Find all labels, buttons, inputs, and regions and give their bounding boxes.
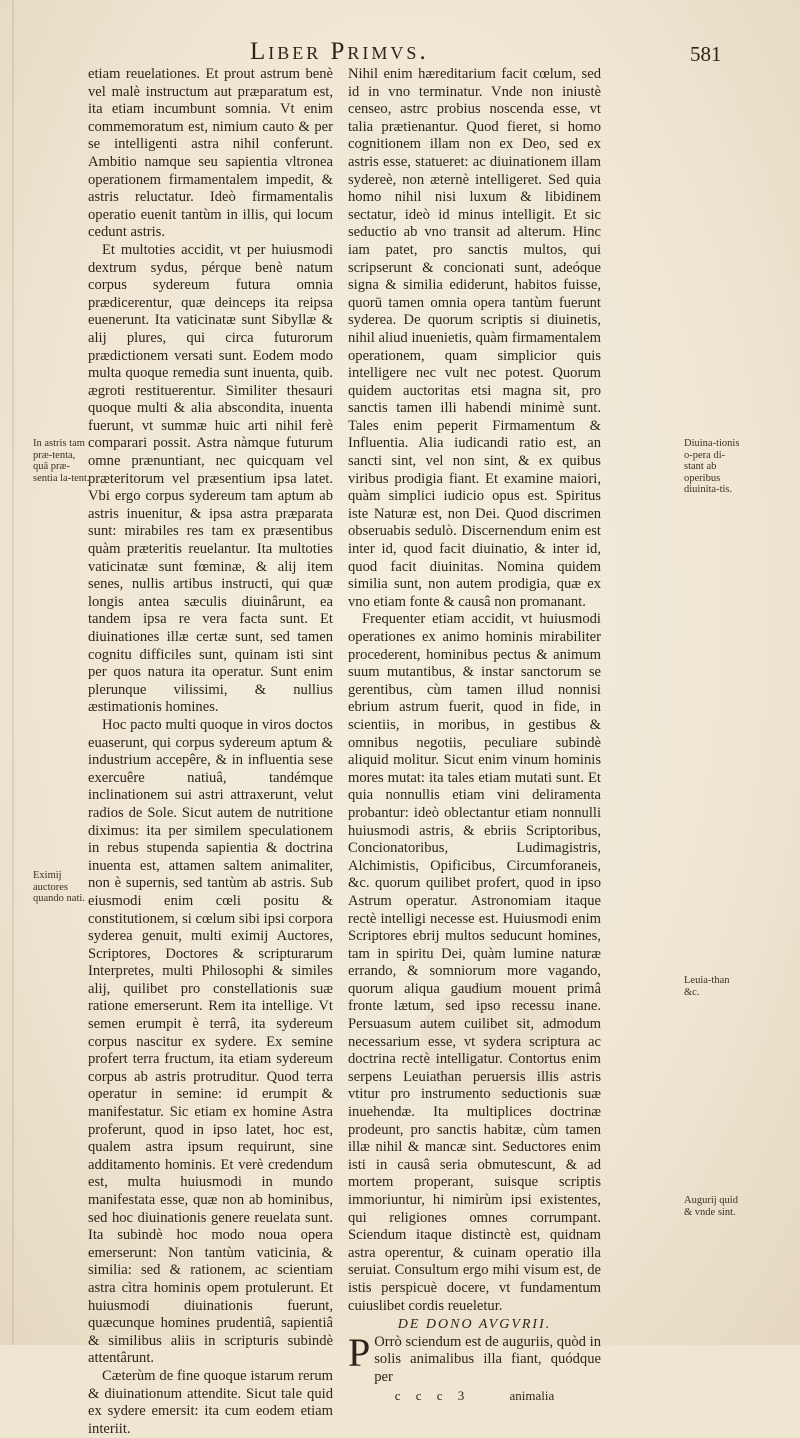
catchword: animalia: [509, 1387, 555, 1403]
paragraph: Cæterùm de fine quoque istarum rerum & diuinationum attendite. Sicut tale quid ex sydere emersit: ita cum eodem etiam interiit.: [88, 1367, 333, 1437]
margin-note-right: Augurij quid & vnde sint.: [684, 1195, 738, 1218]
page-edge-shadow: [12, 0, 14, 1345]
drop-cap: P: [348, 1329, 371, 1375]
margin-note-left: Eximij auctores quando nati.: [33, 870, 85, 904]
page-number: 581: [690, 42, 722, 66]
right-column: [348, 66, 601, 1404]
paragraph: Frequenter etiam accidit, vt huiusmodi operationes ex animo hominis mirabiliter procederent, hominibus pectus & animum suum mutantibus, & instar sanctorum se gerentibus, cùm tamen illud nonnisi ebrium astrum fuerit, quod in fide, in scientiis, in moribus, in gestibus & omnibus negotiis, peculiare subindè aliquid molitur. Sicut enim vinum hominis mores mutat: ita tales etiam mutati sunt. Et quia nonnullis etiam vini deliramenta probantur: ideò oblectantur etiam nonnulli huiusmodi astris, & ebriis Scriptoribus, Concionatoribus, Ludimagistris, Alchimistis, Opificibus, Circumforaneis, &c. quorum quilibet profert, quod in ipso Astrum operatur. Astronomiam itaque rectè intelligi necesse est. Huiusmodi enim Scriptores ebrij multos seducunt homines, tam in spiritu Dei, quàm lumine naturæ errando, & somniorum more vagando, quorum aliqua gaudium mouent primâ fronte lætum, sed ipso recessu inane. Persuasum autem cuilibet sit, admodum necessarium esse, vt sydera scriptura ac doctrina rectè intelligatur. Contortus enim serpens Leuiathan peruersis illis astris vtitur pro instrumento seductionis suæ inuehendæ. Ita multiplices doctrinæ prodeunt, pro sanctis habitæ, cùm tamen illæ nihil & mancæ sint. Seductores enim isti in causâ seria obmutescunt, & ad mortem properant, suisque scriptis immoriuntur, hi nimirùm ipsi existentes, qui religiones omnes corrumpant. Sciendum itaque distinctè est, quidnam astra operentur, & cuinam operatio illa seruiat. Consultum ergo mihi visum est, de istis perspicuè docere, vt fundamentum cuiuslibet cordis reueletur.: [348, 611, 601, 1314]
section-heading: DE DONO AVGVRII.: [397, 1317, 552, 1333]
margin-note-right: Diuina-tionis o-pera di-stant ab operibus diuinita-tis.: [684, 438, 740, 495]
paragraph-text: Orrò sciendum est de auguriis, quòd in solis animalibus illa fiant, quódque per: [374, 1333, 601, 1385]
left-column: [88, 66, 333, 1438]
margin-note-right: Leuia-than &c.: [684, 975, 730, 998]
signature-mark: [348, 1387, 601, 1405]
page-header: [0, 38, 800, 68]
margin-note-left: In astris tam præ-tenta, quā præ-sentia la-tent.: [33, 438, 90, 484]
paragraph: etiam reuelationes. Et prout astrum benè vel malè instructum aut præparatum est, ita etiam incumbunt somnia. Vt enim commemoratum est, nimium cauto & per se intelligenti astra nihil conferunt. Ambitio namque seu sapientia vltronea operationem firmamentalem impedit, & astris reluctatur. Ideò firmamentalis operatio euenit tantùm in illis, qui locum cedunt astris.: [88, 66, 333, 241]
paragraph: Et multoties accidit, vt per huiusmodi dextrum sydus, pérque benè natum corpus sydereum futura omnia prædicerentur, quæ deinceps ita reipsa euenerunt. Ita vaticinatæ sunt Sibyllæ & alij plures, qui circa futurorum prædictionem versati sunt. Eodem modo multa quoque remedia sunt inuenta, quib. ægroti restituerentur. Similiter thesauri quoque multi & alia abscondita, inuenta fuerunt, vt summæ huic arti nihil ferè comparari possit. Astra nàmque futurum omne prænuntiant, nec quicquam vel præteritorum vel præsentium ipsa latet. Vbi ergo corpus sydereum tam aptum ab astris inuenitur, & ipsa astra præparata sunt: mirabiles res tam ex præsentibus quàm præteritis reuelantur. Ita multoties vaticinatæ sunt fœminæ, & alij item senes, nullis artibus instructi, qui quæ longis antea sæculis diuinârunt, ea tandem ipsa re vera facta sunt. Et diuinationes illæ certæ sunt, sed tamen cognitu difficiles sunt, quinam isti sint per quos natura ita operatur. Sunt enim plerunque vilissimi, & nullius æstimationis homines.: [88, 241, 333, 716]
signature-text: c c c 3: [394, 1387, 471, 1403]
running-title: Liber Primvs.: [250, 38, 429, 65]
paragraph: [348, 1329, 601, 1387]
paragraph: Hoc pacto multi quoque in viros doctos euaserunt, qui corpus sydereum aptum & industrium accepêre, & in influentia sese exercuêre natiuâ, tandémque inclinationem sui astri attraxerunt, velut radios de Sole. Sicut autem de nutritione diximus: ita per similem speculationem in rebus stupenda sapientia & doctrina inuenta est, attamen saltem animaliter, non è supernis, sed tantùm ab astris. Sub eiusmodi enim cœli positu & constitutionem, si cœlum sibi ipsi corpora syderea genuit, multi eximij Auctores, Scriptores, Doctores & scripturarum Interpretes, multi Philosophi & similes alij, quilibet pro constellationis suæ ratione emerserunt. Rem ita intellige. Vt semen erumpit è terrâ, ita sydereum corpus nascitur ex sydere. Ex semine profert terra fructum, ita etiam sydereum corpus ab astris protruditur. Quod terra operatur in semine: id erumpit & manifestatur. Sic etiam ex homine Astra proferunt, quod in ipso latet, hoc est, qualem astra ipsum requirunt, sine additamento hominis. Et verè credendum est, multa huiusmodi in mundo manifestata esse, quæ non ab hominibus, sed hoc diuinationis genere reuelata sunt. Ita subindè hoc modo noua opera emerserunt: Non tantùm vaticinia, & similia: sed & rationem, ac scientiam astra cìtra hominis opem protulerunt. Et huiusmodi diuinationis fuerunt, quæcunque homines prudentiâ, sapientiâ & similibus aliis in scripturis subindè attentârunt.: [88, 716, 333, 1367]
paragraph: Nihil enim hæreditarium facit cœlum, sed id in vno terminatur. Vnde non iniustè censeo, astrc probius noscenda esse, vt talia prætienantur. Quod fieret, si homo cognitionem illam non ex Deo, sed ex astris esse, statueret: ac diuinationem illam sydereè, non æternè intelligeret. Sed quia homo nihil nisi luxum & libidinem sectatur, ideò id minus intelligit. Et sic seductio ab vno transit ad alterum. Hinc iam patet, pro sanctis multos, qui scripserunt & concionati sunt, adeóque signa & similia ediderunt, habitos fuisse, quorū tamen omnia opera tantùm fuerunt syderea. De quorum scriptis si diuinetis, nihil aliud inuenietis, quàm firmamentalem operationem, quam simplicior quis intelligere nec vult nec potest. Quorum quidem auctoritas etsi magna sit, pro sanctis tamen illi habendi minimè sunt. Tales enim peperit Firmamentum & Influentia. Alia iudicandi ratio est, an sancti sint, vel non sint, & ex quibus viribus prodigia fiant. Et examine maiori, quàm simplici iudicio opus est. Spiritus iste Naturæ est, non Dei. Quod discrimen obseruabis sedulò. Discernendum enim est inter id, quod facit diuinatio, & inter id, quod facit diuinitas. Nomina quidem similia sunt, non autem prodigia, quæ ex vno etiam fonte & causâ non promanant.: [348, 66, 601, 610]
